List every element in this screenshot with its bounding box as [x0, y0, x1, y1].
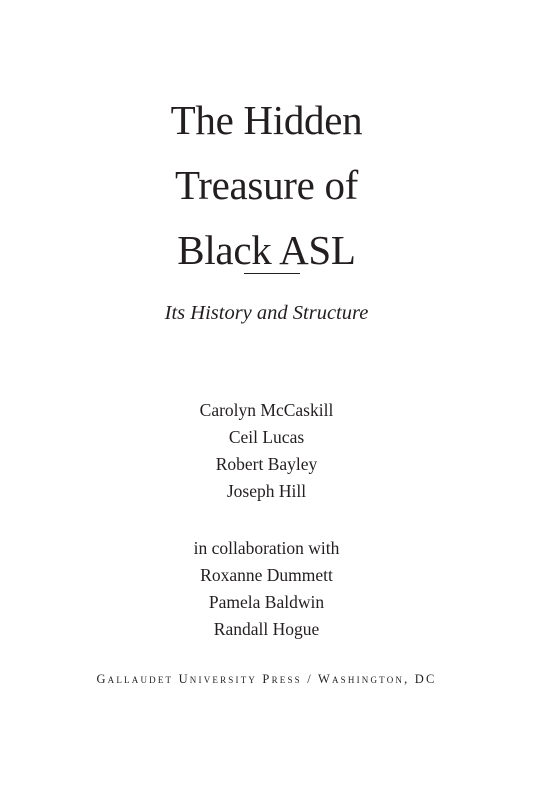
- author-name: Carolyn McCaskill: [199, 400, 334, 420]
- collaborator-name: Roxanne Dummett: [200, 565, 333, 585]
- collaboration-intro: in collaboration with: [193, 538, 340, 558]
- author-name: Robert Bayley: [215, 454, 318, 474]
- author-list: [0, 397, 533, 505]
- title-line: Black ASL: [177, 227, 356, 273]
- title-line: The Hidden: [170, 97, 363, 143]
- collaborator-name: Pamela Baldwin: [208, 592, 325, 612]
- collaborator-list: [0, 535, 533, 643]
- collaborator-name: Randall Hogue: [213, 619, 320, 639]
- book-subtitle: Its History and Structure: [164, 302, 369, 324]
- publisher-imprint: Gallaudet University Press / Washington, DC: [96, 672, 437, 686]
- book-title: [0, 88, 533, 283]
- title-line: Treasure of: [174, 162, 359, 208]
- author-name: Ceil Lucas: [228, 427, 305, 447]
- title-divider: [244, 273, 300, 274]
- author-name: Joseph Hill: [226, 481, 307, 501]
